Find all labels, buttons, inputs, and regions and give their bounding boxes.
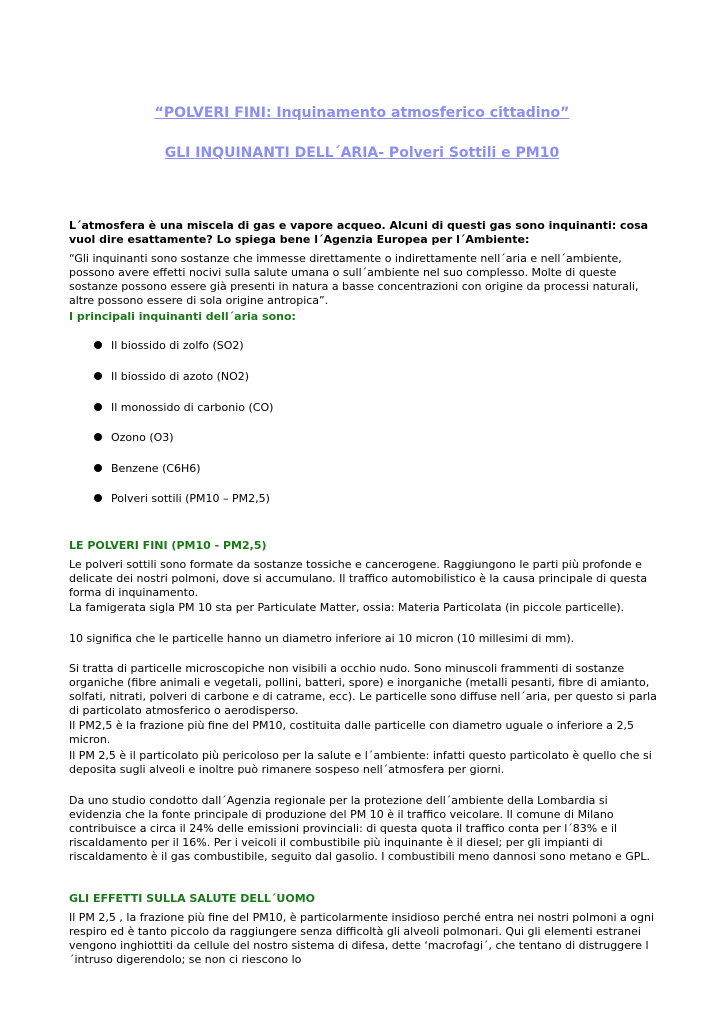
pm-paragraph: Da uno studio condotto dall´Agenzia regionale per la protezione dell´ambiente della Lombardia si evidenzia che la fonte principale di produzione del PM 10 è il traffico veicolare. Il comune di Milano contribuisce a circa il 24% delle emissioni provinciali: di questa quota il traffico conta per l´83% e il riscaldamento per il 16%. Per i veicoli il combustibile più inquinante è il diesel; per gli impianti di riscaldamento è il gas combustibile, seguito dal gasolio. I combustibili meno dannosi sono metano e GPL. [69,794,650,863]
pm-paragraph: Il PM 2,5 è il particolato più pericoloso per la salute e l´ambiente: infatti questo particolato è quello che si deposita sugli alveoli e inoltre può rimanere sospeso nell´atmosfera per giorni. [69,749,652,776]
bullet-icon [94,372,102,380]
bullet-icon [94,464,102,472]
list-item-label: Il biossido di azoto (NO2) [111,370,250,383]
list-item-label: Ozono (O3) [111,431,174,444]
list-item [94,492,270,506]
document-subtitle: GLI INQUINANTI DELL´ARIA- Polveri Sottili e PM10 [164,145,560,161]
list-item [94,401,273,415]
health-heading: GLI EFFETTI SULLA SALUTE DELL´UOMO [69,892,315,905]
bullet-icon [94,433,102,441]
bullet-icon [94,341,102,349]
bullet-icon [94,403,102,411]
pm-paragraph: 10 significa che le particelle hanno un diametro inferiore ai 10 micron (10 millesimi di mm). [69,632,575,645]
pm-paragraph: Il PM2,5 è la frazione più fine del PM10, costituita dalle particelle con diametro uguale o inferiore a 2,5 micron. [69,719,634,746]
pollutants-heading: I principali inquinanti dell´aria sono: [69,310,296,323]
health-paragraph: Il PM 2,5 , la frazione più fine del PM10, è particolarmente insidioso perché entra nei nostri polmoni a ogni respiro ed è tanto piccolo da raggiungere senza difficoltà gli alveoli polmonari. Qui gli elementi estranei vengono inghiottiti da cellule del nostro sistema di difesa, dette ‘macrofagi´, che tentano di distruggere l´intruso digerendolo; se non ci riescono lo [69,911,655,966]
pm-paragraph: La famigerata sigla PM 10 sta per Particulate Matter, ossia: Materia Particolata (in piccole particelle). [69,601,625,614]
list-item-label: Il biossido di zolfo (SO2) [111,339,244,352]
list-item-label: Il monossido di carbonio (CO) [111,401,274,414]
list-item-label: Polveri sottili (PM10 – PM2,5) [111,492,270,505]
list-item [94,370,249,384]
pm-paragraph: Si tratta di particelle microscopiche non visibili a occhio nudo. Sono minuscoli frammenti di sostanze organiche (fibre animali e vegetali, pollini, batteri, spore) e inorganiche (metalli pesanti, fibre di amianto, solfati, nitrati, polveri di carbone e di catrame, ecc). Le particelle sono diffuse nell´aria, per questo si parla di particolato atmosferico o aerodisperso. [69,662,657,717]
pm-paragraph: Le polveri sottili sono formate da sostanze tossiche e cancerogene. Raggiungono le parti più profonde e delicate dei nostri polmoni, dove si accumulano. Il traffico automobilistico è la causa principale di questa forma di inquinamento. [69,558,648,599]
list-item [94,431,174,445]
list-item-label: Benzene (C6H6) [111,462,201,475]
bullet-icon [94,494,102,502]
document-title: “POLVERI FINI: Inquinamento atmosferico cittadino” [154,105,570,121]
intro-bold-paragraph: L´atmosfera è una miscela di gas e vapore acqueo. Alcuni di questi gas sono inquinanti: cosa vuol dire esattamente? Lo spiega bene l´Agenzia Europea per l´Ambiente: [69,219,649,246]
intro-quote-paragraph: “Gli inquinanti sono sostanze che immesse direttamente o indirettamente nell´aria e nell´ambiente, possono avere effetti nocivi sulla salute umana o sull´ambiente nel suo complesso. Molte di queste sostanze possono essere già presenti in natura a basse concentrazioni con origine da processi naturali, altre possono essere di sola origine antropica”. [69,252,639,307]
list-item [94,462,201,476]
list-item [94,339,244,353]
pm-heading: LE POLVERI FINI (PM10 - PM2,5) [69,539,267,552]
